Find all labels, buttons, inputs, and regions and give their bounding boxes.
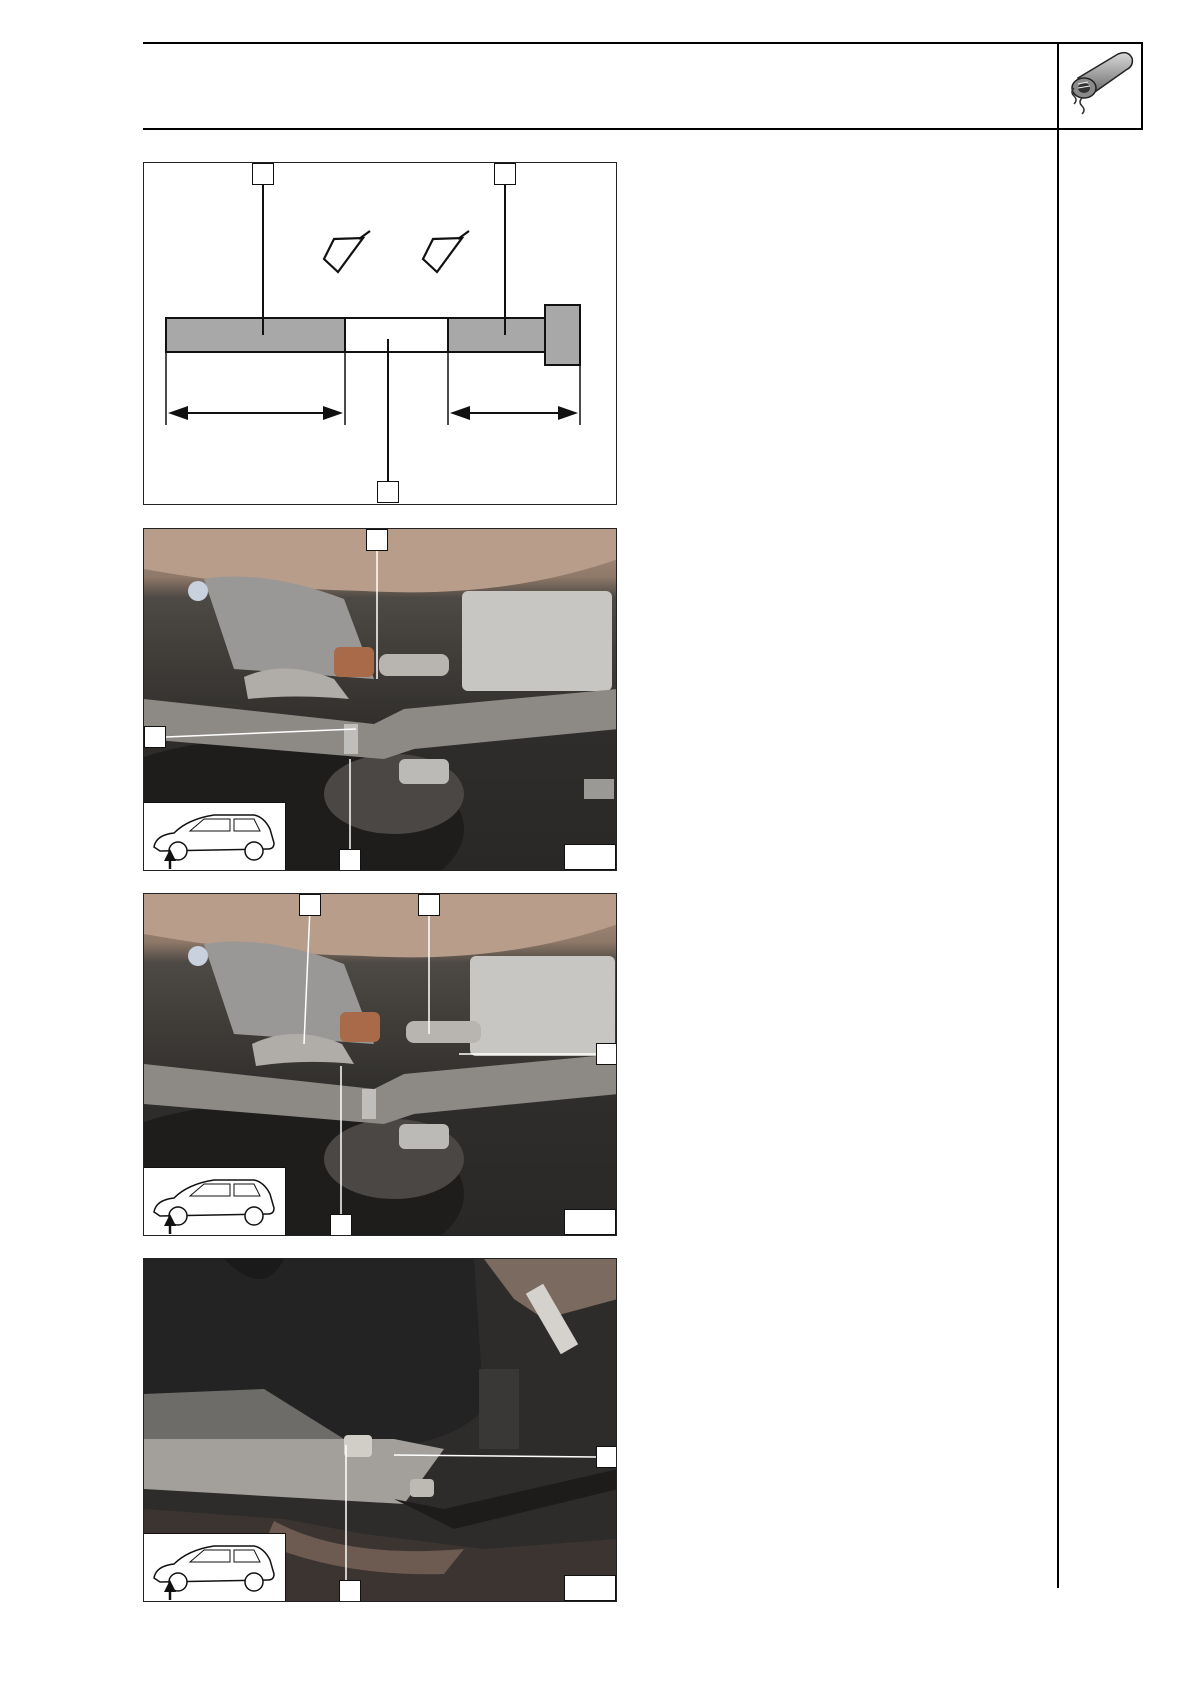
callout-marker [144,726,166,748]
car-lift-point-inset [144,1533,286,1601]
callout-marker [596,1446,617,1468]
photo-exhaust-clamp [143,528,617,871]
page-title [150,60,1030,110]
pipe-section-left [166,318,345,352]
callout-marker [339,1580,361,1602]
header-top-rule [143,42,1143,44]
saw-icon [423,231,469,272]
image-reference [564,1209,616,1235]
car-lift-point-inset [144,1167,286,1235]
photo-exhaust-sleeve [143,893,617,1236]
pipe-section-right [448,318,545,352]
exhaust-pipe-icon [1066,48,1136,122]
image-reference [564,844,616,870]
header-right-border [1141,42,1143,130]
margin-rule [1057,42,1059,1588]
car-lift-point-inset [144,802,286,870]
photo-heat-shield [143,1258,617,1602]
image-reference [564,1575,616,1601]
callout-marker [418,894,440,916]
callout-marker [339,849,361,871]
callout-marker [366,529,388,551]
saw-icon [324,231,370,272]
callout-marker [299,894,321,916]
callout-marker [494,163,516,185]
pipe-flange [545,305,580,365]
callout-marker [330,1214,352,1236]
pipe-cut-diagram [143,162,617,505]
pipe-section-cut [345,318,448,352]
header-bottom-rule [143,128,1143,130]
callout-marker [252,163,274,185]
callout-marker [377,481,399,503]
callout-marker [596,1043,617,1065]
